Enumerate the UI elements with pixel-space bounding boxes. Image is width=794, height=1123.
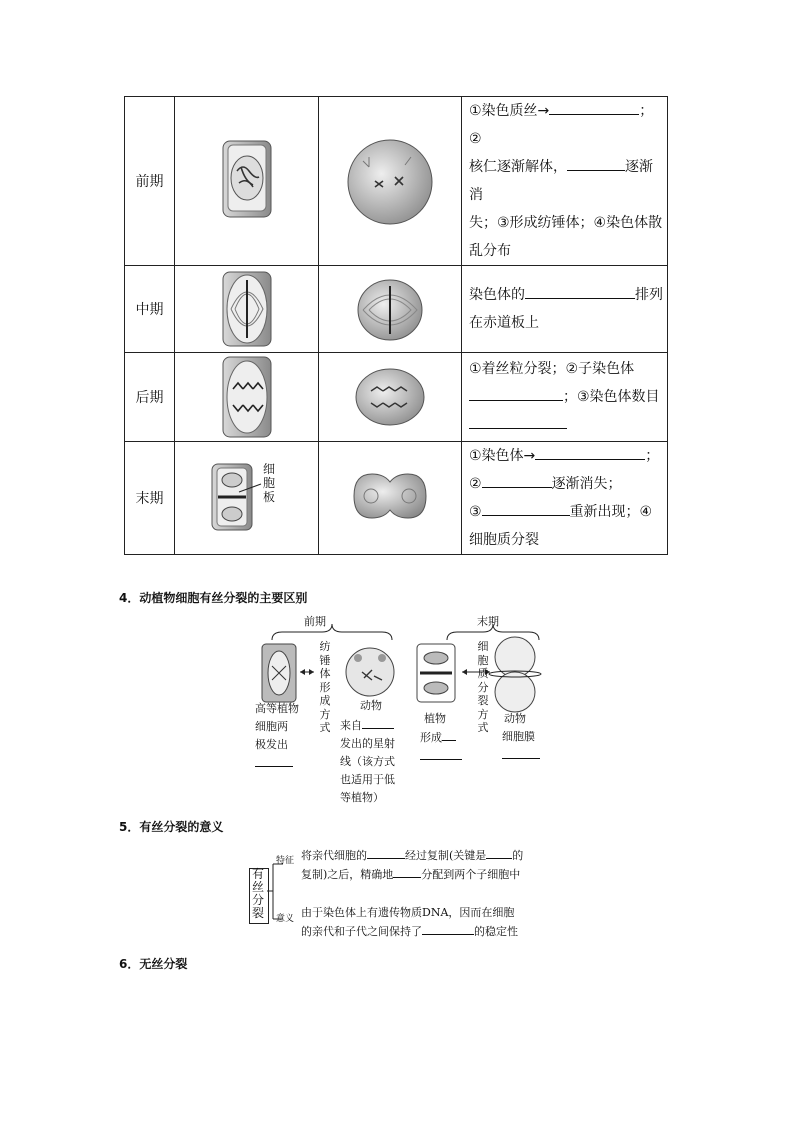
animal-cell-figure <box>319 442 462 555</box>
plant-cell-figure <box>175 442 319 555</box>
meaning-label: 意义 <box>276 914 295 924</box>
feature-text: 将亲代细胞的 经过复制(关键是 的 复制)之后，精确地 分配到两个子细胞中 <box>301 846 523 884</box>
phase-name: 前期 <box>125 97 175 266</box>
plant-cell-figure <box>175 266 319 353</box>
plant-anaphase-image <box>175 353 318 441</box>
table-row <box>125 266 668 353</box>
phase-description: 染色体的 排列 在赤道板上 <box>462 266 668 353</box>
phase-description: ①染色质丝→ ；② 核仁逐渐解体， 逐渐消 失；③形成纺锤体；④染色体散 乱分布 <box>462 97 668 266</box>
phase-name: 中期 <box>125 266 175 353</box>
phase-name: 后期 <box>125 353 175 442</box>
phase-description: ①着丝粒分裂；②子染色体 ；③染色体数目 <box>462 353 668 442</box>
animal-metaphase-image <box>319 266 461 352</box>
phase-name: 末期 <box>125 442 175 555</box>
animal-cell-figure <box>319 353 462 442</box>
phase-description: ①染色体→ ； ② 逐渐消失； ③ 重新出现；④ 细胞质分裂 <box>462 442 668 555</box>
animal-telophase-text: 动物 细胞膜 <box>502 710 540 765</box>
animal-cell-figure <box>319 266 462 353</box>
table-row <box>125 353 668 442</box>
plant-cell-figure <box>175 97 319 266</box>
mitosis-box-label: 有丝分裂 <box>251 867 264 920</box>
meaning-text: 由于染色体上有遗传物质DNA，因而在细胞 的亲代和子代之间保持了 的稳定性 <box>301 906 518 938</box>
mitosis-phase-table <box>124 96 668 555</box>
cytoplasm-method-label: 细胞质分裂方式 <box>477 640 489 734</box>
animal-anaphase-image <box>319 353 461 441</box>
cell-plate-label: 细胞板 <box>262 462 275 504</box>
table-row <box>125 442 668 555</box>
plant-cell-figure <box>175 353 319 442</box>
plant-telophase-text: 植物 形成 <box>420 710 462 766</box>
animal-cell-figure <box>319 97 462 266</box>
animal-label: 动物 <box>360 699 382 712</box>
plant-metaphase-image <box>175 266 318 352</box>
prophase-label: 前期 <box>304 615 326 628</box>
table-row <box>125 97 668 266</box>
animal-prophase-text: 来自 发出的星射 线（该方式 也适用于低 等植物） <box>340 716 395 807</box>
section-title: 4．动植物细胞有丝分裂的主要区别 <box>119 591 308 605</box>
plant-prophase-text: 高等植物 细胞两 极发出 <box>255 700 299 773</box>
section-title: 5．有丝分裂的意义 <box>119 820 224 834</box>
telophase-label: 末期 <box>477 615 499 628</box>
plant-telophase-image <box>175 444 318 553</box>
spindle-method-label: 纺锤体形成方式 <box>319 640 331 734</box>
animal-telophase-image <box>319 444 461 553</box>
plant-prophase-image <box>175 127 318 235</box>
feature-label: 特征 <box>276 856 295 866</box>
animal-prophase-image <box>319 127 461 235</box>
section-title: 6．无丝分裂 <box>119 957 188 971</box>
